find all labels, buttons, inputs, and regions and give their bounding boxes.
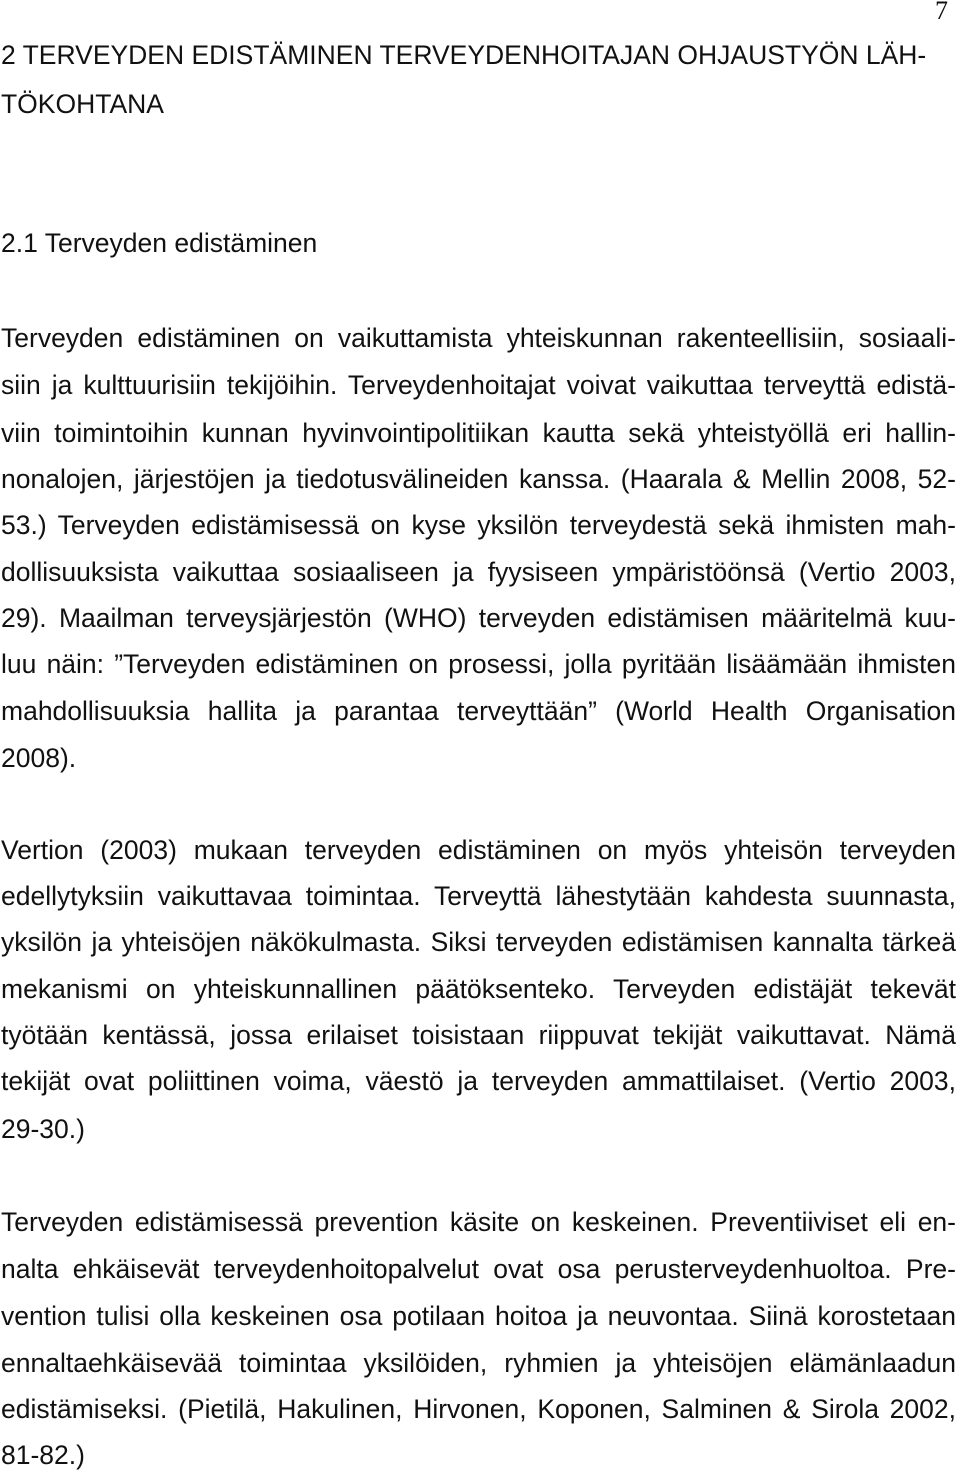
paragraph-line: mahdollisuuksia hallita ja parantaa terveyttään” (World Health Organisation — [1, 696, 956, 726]
paragraph-line: vention tulisi olla keskeinen osa potilaan hoitoa ja neuvontaa. Siinä korostetaan — [1, 1301, 956, 1331]
page-number: 7 — [935, 0, 948, 25]
paragraph-line: nalta ehkäisevät terveydenhoitopalvelut ovat osa perusterveydenhuoltoa. Pre- — [1, 1254, 956, 1284]
chapter-heading-line: TÖKOHTANA — [1, 89, 164, 119]
paragraph-line: viin toimintoihin kunnan hyvinvointipolitiikan kautta sekä yhteistyöllä eri hallin- — [1, 418, 956, 448]
paragraph-line: työtään kentässä, jossa erilaiset toisistaan riippuvat tekijät vaikuttavat. Nämä — [1, 1020, 956, 1050]
paragraph-line: tekijät ovat poliittinen voima, väestö ja terveyden ammattilaiset. (Vertio 2003, — [1, 1066, 956, 1096]
paragraph-line: Terveyden edistäminen on vaikuttamista yhteiskunnan rakenteellisiin, sosiaali- — [1, 323, 956, 353]
paragraph-line: ennaltaehkäisevää toimintaa yksilöiden, ryhmien ja yhteisöjen elämänlaadun — [1, 1348, 956, 1378]
chapter-heading-line: 2 TERVEYDEN EDISTÄMINEN TERVEYDENHOITAJAN OHJAUSTYÖN LÄH- — [1, 40, 927, 70]
paragraph-line: 2008). — [1, 743, 77, 773]
section-heading: 2.1 Terveyden edistäminen — [1, 228, 318, 258]
paragraph-line: edistämiseksi. (Pietilä, Hakulinen, Hirvonen, Koponen, Salminen & Sirola 2002, — [1, 1394, 956, 1424]
paragraph-line: dollisuuksista vaikuttaa sosiaaliseen ja fyysiseen ympäristöönsä (Vertio 2003, — [1, 557, 956, 587]
paragraph-line: luu näin: ”Terveyden edistäminen on prosessi, jolla pyritään lisäämään ihmisten — [1, 649, 956, 679]
paragraph-line: 81-82.) — [1, 1440, 85, 1470]
paragraph-line: Vertion (2003) mukaan terveyden edistäminen on myös yhteisön terveyden — [1, 835, 956, 865]
paragraph-line: 29). Maailman terveysjärjestön (WHO) terveyden edistämisen määritelmä kuu- — [1, 603, 956, 633]
paragraph-line: Terveyden edistämisessä prevention käsite on keskeinen. Preventiiviset eli en- — [1, 1207, 956, 1237]
paragraph-line: mekanismi on yhteiskunnallinen päätöksenteko. Terveyden edistäjät tekevät — [1, 974, 956, 1004]
paragraph-line: edellytyksiin vaikuttavaa toimintaa. Terveyttä lähestytään kahdesta suunnasta, — [1, 881, 956, 911]
paragraph-line: 29-30.) — [1, 1114, 85, 1144]
paragraph-line: siin ja kulttuurisiin tekijöihin. Terveydenhoitajat voivat vaikuttaa terveyttä edistä- — [1, 370, 956, 400]
paragraph-line: 53.) Terveyden edistämisessä on kyse yksilön terveydestä sekä ihmisten mah- — [1, 510, 956, 540]
paragraph-line: nonalojen, järjestöjen ja tiedotusvälineiden kanssa. (Haarala & Mellin 2008, 52- — [1, 464, 956, 494]
paragraph-line: yksilön ja yhteisöjen näkökulmasta. Siksi terveyden edistämisen kannalta tärkeä — [1, 927, 956, 957]
